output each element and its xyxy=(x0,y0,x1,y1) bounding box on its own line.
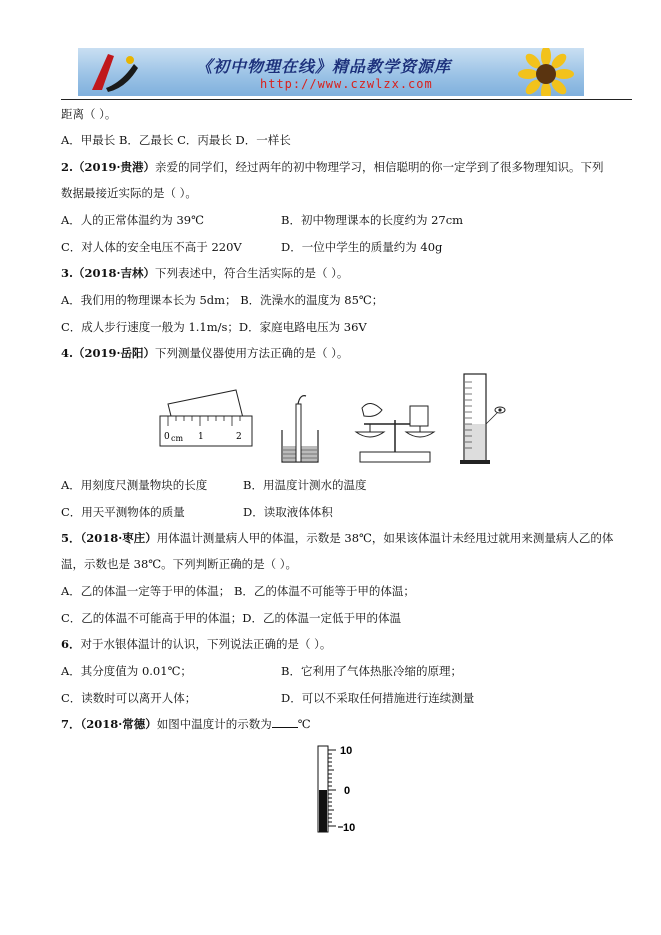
q3-options-ab: A．我们用的物理课本长为 5dm； B．洗澡水的温度为 85℃； xyxy=(61,293,384,307)
ruler-figure xyxy=(160,390,252,446)
banner-title: 《初中物理在线》精品教学资源库 xyxy=(196,57,452,76)
q3-options-cd: C．成人步行速度一般为 1.1m/s；D．家庭电路电压为 36V xyxy=(61,320,367,334)
q2-option-c: C．对人体的安全电压不高于 220V xyxy=(61,240,242,254)
q4-figures xyxy=(0,368,661,468)
ruler-unit: cm xyxy=(171,434,184,443)
prev-question-options: A．甲最长 B．乙最长 C．丙最长 D．一样长 xyxy=(61,133,291,147)
q4-option-d: D．读取液体体积 xyxy=(243,505,333,519)
thermo-label-0: 0 xyxy=(344,785,351,797)
q5-stem xyxy=(61,531,613,545)
q4-source: 4.（2019·岳阳） xyxy=(61,346,156,360)
q3-stem xyxy=(61,266,348,280)
beaker-figure xyxy=(282,396,318,462)
q4-stem xyxy=(61,346,348,360)
q7-text: 如图中温度计的示数为 xyxy=(156,717,272,731)
q2-option-a: A．人的正常体温约为 39℃ xyxy=(61,213,204,227)
q2-stem xyxy=(61,160,604,174)
header-rule xyxy=(61,99,632,100)
q6-text: 对于水银体温计的认识，下列说法正确的是（ ）。 xyxy=(80,637,332,651)
sunflower-icon xyxy=(494,48,584,96)
q5-source: 5．（2018·枣庄） xyxy=(61,531,157,545)
q7-answer-blank xyxy=(272,717,298,728)
thermo-label-10: 10 xyxy=(340,745,353,757)
q5-options-cd: C．乙的体温不可能高于甲的体温；D．乙的体温一定低于甲的体温 xyxy=(61,611,402,625)
q3-text: 下列表述中，符合生活实际的是（ ）。 xyxy=(155,266,349,280)
q2-option-b: B．初中物理课本的长度约为 27cm xyxy=(281,213,464,227)
q2-source: 2.（2019·贵港） xyxy=(61,160,156,174)
logo-icon xyxy=(78,48,158,96)
q7-stem xyxy=(61,717,311,731)
prev-question-tail: 距离（ ）。 xyxy=(61,107,117,121)
q4-option-b: B．用温度计测水的温度 xyxy=(243,478,367,492)
q6-option-d: D．可以不采取任何措施进行连续测量 xyxy=(281,691,475,705)
q2-stem-2: 数据最接近实际的是（ ）。 xyxy=(61,186,197,200)
q2-text: 亲爱的同学们，经过两年的初中物理学习，相信聪明的你一定学到了很多物理知识。下列 xyxy=(155,160,604,174)
ruler-tick-1: 1 xyxy=(198,432,204,442)
banner-url: http://www.czwlzx.com xyxy=(260,77,433,91)
cylinder-figure xyxy=(460,374,505,464)
q2-option-d: D．一位中学生的质量约为 40g xyxy=(281,240,443,254)
q6-option-a: A．其分度值为 0.01℃； xyxy=(61,664,192,678)
q7-thermometer xyxy=(0,740,661,840)
q7-source: 7．（2018·常德） xyxy=(61,717,157,731)
q6-option-c: C．读数时可以离开人体； xyxy=(61,691,197,705)
q4-text: 下列测量仪器使用方法正确的是（ ）。 xyxy=(155,346,349,360)
thermo-label-minus10: 10 xyxy=(343,822,356,834)
ruler-tick-0: 0 xyxy=(164,432,170,442)
q6-source: 6． xyxy=(61,637,81,651)
balance-figure xyxy=(356,403,434,462)
ruler-tick-2: 2 xyxy=(236,432,242,442)
q5-text: 用体温计测量病人甲的体温，示数是 38℃，如果该体温计未经甩过就用来测量病人乙的体 xyxy=(156,531,614,545)
q7-unit: ℃ xyxy=(297,717,311,731)
q3-source: 3.（2018·吉林） xyxy=(61,266,156,280)
q4-option-c: C．用天平测物体的质量 xyxy=(61,505,185,519)
q6-option-b: B．它利用了气体热胀冷缩的原理； xyxy=(281,664,462,678)
header-banner xyxy=(78,48,584,96)
q6-stem xyxy=(61,637,331,651)
q4-option-a: A．用刻度尺测量物块的长度 xyxy=(61,478,208,492)
q5-stem-2: 温，示数也是 38℃。下列判断正确的是（ ）。 xyxy=(61,557,298,571)
q5-options-ab: A．乙的体温一定等于甲的体温； B．乙的体温不可能等于甲的体温； xyxy=(61,584,415,598)
